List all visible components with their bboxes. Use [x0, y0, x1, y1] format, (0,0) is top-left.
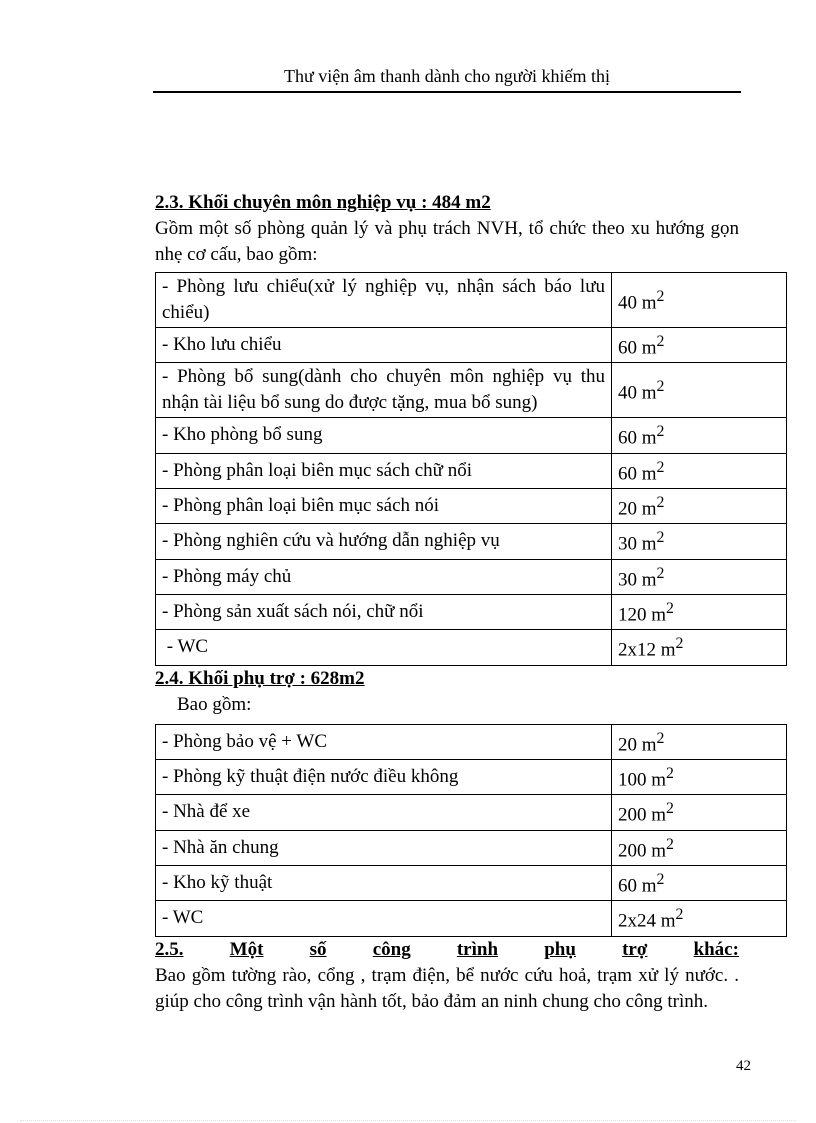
table-row: [156, 273, 787, 328]
table-row: [156, 594, 787, 629]
room-name: - Phòng lưu chiểu(xử lý nghiệp vụ, nhận sách báo lưu chiểu): [156, 273, 612, 328]
room-area: 20 $m^2$: [612, 488, 787, 523]
table-row: [156, 524, 787, 559]
room-name: - WC: [156, 630, 612, 665]
room-name: - Phòng bảo vệ + WC: [156, 724, 612, 759]
room-name: - Phòng nghiên cứu và hướng dẫn nghiệp vụ: [156, 524, 612, 559]
room-area: 40 $m^2$: [612, 363, 787, 418]
header-divider: [153, 91, 741, 93]
table-row: [156, 559, 787, 594]
room-area: 2x24 $m^2$: [612, 901, 787, 936]
page-number: 42: [736, 1058, 751, 1074]
room-area: 120 $m^2$: [612, 594, 787, 629]
room-area: 60 $m^2$: [612, 328, 787, 363]
room-area: 30 $m^2$: [612, 559, 787, 594]
room-name: - Kho lưu chiểu: [156, 328, 612, 363]
room-area: 100 $m^2$: [612, 759, 787, 794]
section-2-5-heading: 2.5. Một số công trình phụ trợ khác:: [155, 938, 739, 960]
section-2-5-body: Bao gồm tường rào, cổng , trạm điện, bể nước cứu hoả, trạm xử lý nước. . giúp cho công trình vận hành tốt, bảo đảm an ninh chung cho công trình.: [155, 964, 739, 1012]
room-area: 30 $m^2$: [612, 524, 787, 559]
section-2-3-heading: 2.3. Khối chuyên môn nghiệp vụ : 484 m2: [155, 192, 491, 213]
room-name: - WC: [156, 901, 612, 936]
table-row: [156, 453, 787, 488]
room-name: - Phòng kỹ thuật điện nước điều không: [156, 759, 612, 794]
room-name: - Nhà để xe: [156, 795, 612, 830]
room-name: - Phòng máy chủ: [156, 559, 612, 594]
table-row: [156, 724, 787, 759]
room-area: 2x12 $m^2$: [612, 630, 787, 665]
table-row: [156, 630, 787, 665]
table-row: [156, 830, 787, 865]
section-2-4-heading: 2.4. Khối phụ trợ : 628m2: [155, 667, 365, 689]
table-row: [156, 865, 787, 900]
running-header: Thư viện âm thanh dành cho người khiếm thị: [284, 66, 610, 86]
room-area: 40 $m^2$: [612, 273, 787, 328]
table-row: [156, 795, 787, 830]
section-2-3-intro: Gồm một số phòng quản lý và phụ trách NVH, tổ chức theo xu hướng gọn nhẹ cơ cấu, bao gồm:: [155, 218, 739, 265]
room-area: 60 $m^2$: [612, 418, 787, 453]
room-name: - Phòng sản xuất sách nói, chữ nổi: [156, 594, 612, 629]
page-content: [155, 190, 739, 1015]
section-2-4-table: [155, 724, 787, 937]
room-area: 200 $m^2$: [612, 795, 787, 830]
table-row: [156, 363, 787, 418]
table-row: [156, 488, 787, 523]
room-name: - Kho kỹ thuật: [156, 865, 612, 900]
table-row: [156, 418, 787, 453]
table-row: [156, 901, 787, 936]
room-name: - Phòng phân loại biên mục sách chữ nổi: [156, 453, 612, 488]
footer-divider: [20, 1120, 796, 1121]
room-area: 200 $m^2$: [612, 830, 787, 865]
room-area: 60 $m^2$: [612, 865, 787, 900]
section-2-3-table: [155, 272, 787, 666]
table-row: [156, 759, 787, 794]
room-name: - Phòng bổ sung(dành cho chuyên môn nghiệp vụ thu nhận tài liệu bổ sung do được tặng, mua bổ sung): [156, 363, 612, 418]
section-2-4-intro: Bao gồm:: [177, 693, 252, 715]
room-area: 60 $m^2$: [612, 453, 787, 488]
room-name: - Phòng phân loại biên mục sách nói: [156, 488, 612, 523]
room-name: - Kho phòng bổ sung: [156, 418, 612, 453]
table-row: [156, 328, 787, 363]
room-area: 20 $m^2$: [612, 724, 787, 759]
room-name: - Nhà ăn chung: [156, 830, 612, 865]
